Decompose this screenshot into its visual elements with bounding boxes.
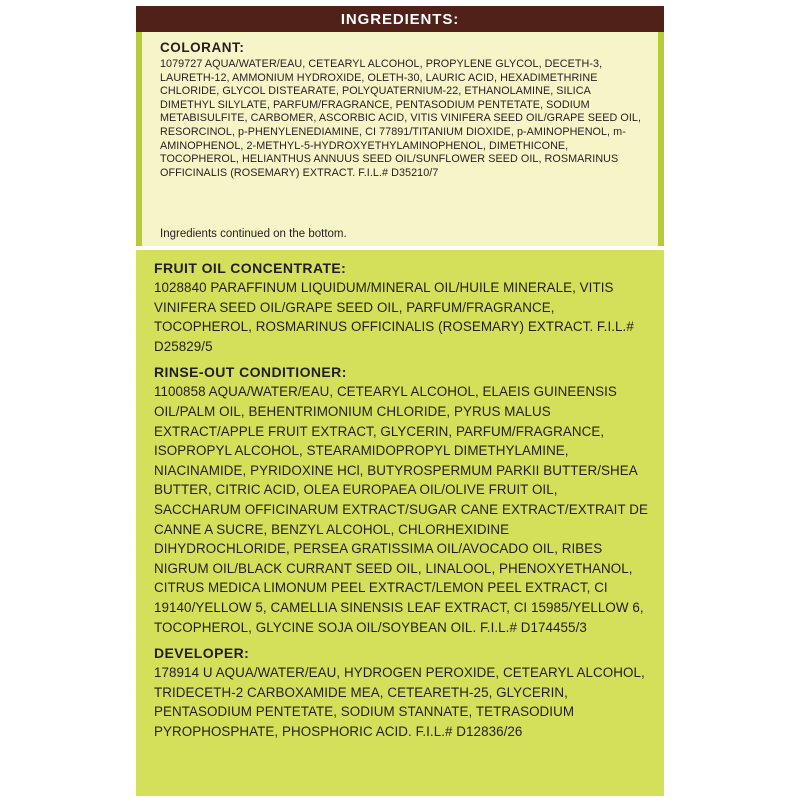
fruit-oil-section xyxy=(154,260,648,356)
rinse-out-conditioner-body: 1100858 AQUA/WATER/EAU, CETEARYL ALCOHOL, ELAEIS GUINEENSIS OIL/PALM OIL, BEHENTRIMONIUM CHLORIDE, PYRUS MALUS EXTRACT/APPLE FRUIT EXTRACT, GLYCERIN, PARFUM/FRAGRANCE, ISOPROPYL ALCOHOL, STEARAMIDOPROPYL DIMETHYLAMINE, NIACINAMIDE, PYRIDOXINE HCl, BUTYROSPERMUM PARKII BUTTER/SHEA BUTTER, CITRIC ACID, OLEA EUROPAEA OIL/OLIVE FRUIT OIL, SACCHARUM OFFICINARUM EXTRACT/SUGAR CANE EXTRACT/EXTRAIT DE CANNE A SUCRE, BENZYL ALCOHOL, CHLORHEXIDINE DIHYDROCHLORIDE, PERSEA GRATISSIMA OIL/AVOCADO OIL, RIBES NIGRUM OIL/BLACK CURRANT SEED OIL, LINALOOL, PHENOXYETHANOL, CITRUS MEDICA LIMONUM PEEL EXTRACT/LEMON PEEL EXTRACT, CI 19140/YELLOW 5, CAMELLIA SINENSIS LEAF EXTRACT, CI 15985/YELLOW 6, TOCOPHEROL, GLYCINE SOJA OIL/SOYBEAN OIL. F.I.L.# D174455/3 xyxy=(154,384,648,635)
rinse-out-conditioner-title: RINSE-OUT CONDITIONER: xyxy=(154,364,347,381)
rinse-out-conditioner-section xyxy=(154,364,648,637)
colorant-section xyxy=(136,32,664,246)
developer-section xyxy=(154,645,648,741)
ingredients-header xyxy=(136,6,664,32)
green-ingredients-panel xyxy=(136,250,664,796)
colorant-title: COLORANT: xyxy=(160,40,245,55)
fruit-oil-body: 1028840 PARAFFINUM LIQUIDUM/MINERAL OIL/HUILE MINERALE, VITIS VINIFERA SEED OIL/GRAPE SEED OIL, PARFUM/FRAGRANCE, TOCOPHEROL, ROSMARINUS OFFICINALIS (ROSEMARY) EXTRACT. F.I.L.# D25829/5 xyxy=(154,280,634,354)
colorant-continued-note: Ingredients continued on the bottom. xyxy=(160,228,347,240)
colorant-body: 1079727 AQUA/WATER/EAU, CETEARYL ALCOHOL, PROPYLENE GLYCOL, DECETH-3, LAURETH-12, AMMONIUM HYDROXIDE, OLETH-30, LAURIC ACID, HEXADIMETHRINE CHLORIDE, GLYCOL DISTEARATE, POLYQUATERNIUM-22, ETHANOLAMINE, SILICA DIMETHYL SILYLATE, PARFUM/FRAGRANCE, PENTASODIUM PENTETATE, SODIUM METABISULFITE, CARBOMER, ASCORBIC ACID, VITIS VINIFERA SEED OIL/GRAPE SEED OIL, RESORCINOL, p-PHENYLENEDIAMINE, CI 77891/TITANIUM DIOXIDE, p-AMINOPHENOL, m-AMINOPHENOL, 2-METHYL-5-HYDROXYETHYLAMINOPHENOL, DIMETHICONE, TOCOPHEROL, HELIANTHUS ANNUUS SEED OIL/SUNFLOWER SEED OIL, ROSMARINUS OFFICINALIS (ROSEMARY) EXTRACT. F.I.L.# D35210/7 xyxy=(160,58,642,179)
fruit-oil-title: FRUIT OIL CONCENTRATE: xyxy=(154,260,347,276)
developer-body: 178914 U AQUA/WATER/EAU, HYDROGEN PEROXIDE, CETEARYL ALCOHOL, TRIDECETH-2 CARBOXAMIDE MEA, CETEARETH-25, GLYCERIN, PENTASODIUM PENTETATE, SODIUM STANNATE, TETRASODIUM PYROPHOSPHATE, PHOSPHORIC ACID. F.I.L.# D12836/26 xyxy=(154,665,645,739)
developer-title: DEVELOPER: xyxy=(154,645,250,662)
ingredients-header-title: INGREDIENTS: xyxy=(340,10,460,28)
